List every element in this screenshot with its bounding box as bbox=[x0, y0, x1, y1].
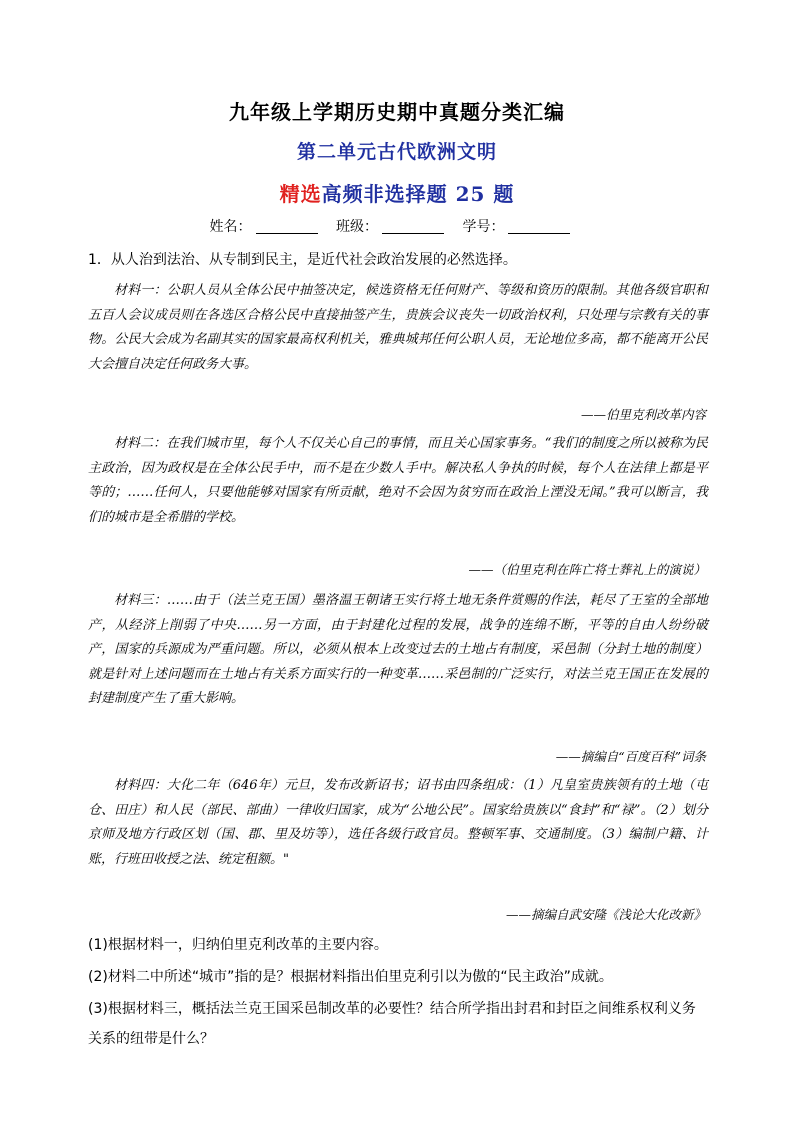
material-3: 材料三：……由于（法兰克王国）墨洛温王朝诸王实行将土地无条件赏赐的作法，耗尽了王室的全部地产，从经济上削弱了中央……另一方面，由于封建化过程的发展，战争的连绵不断，平等的自由人纷纷破产，国家的兵源成为严重问题。所以，必须从根本上改变过去的土地占有制度，采邑制（分封土地的制度）就是针对上述问题而在土地占有关系方面实行的一种变革……采邑制的广泛实行，对法兰克王国正在发展的封建制度产生了重大影响。 bbox=[88, 593, 708, 706]
name-label: 姓名： bbox=[209, 219, 252, 235]
id-blank[interactable] bbox=[508, 219, 570, 234]
subtitle-rest: 高频非选择题 25 题 bbox=[321, 182, 515, 206]
subtitle bbox=[0, 178, 794, 207]
sub-question-3: (3)根据材料三，概括法兰克王国采邑制改革的必要性？结合所学指出封君和封臣之间维系权利义务关系的纽带是什么？ bbox=[88, 1001, 696, 1047]
id-label: 学号： bbox=[462, 219, 505, 235]
material-4-source: ——摘编自武安隆《浅论大化改新》 bbox=[505, 907, 706, 922]
material-1: 材料一：公职人员从全体公民中抽签决定，候选资格无任何财产、等级和资历的限制。其他各级官职和五百人会议成员则在各选区合格公民中直接抽签产生，贵族会议丧失一切政治权利，只处理与宗教有关的事物。公民大会成为名副其实的国家最高权利机关，雅典城邦任何公职人员，无论地位多高，都不能离开公民大会擅自决定任何政务大事。 bbox=[88, 283, 708, 372]
material-2-source: ——（伯里克利在阵亡将士葬礼上的演说） bbox=[468, 562, 706, 577]
material-1-source: ——伯里克利改革内容 bbox=[580, 407, 706, 422]
document-title: 九年级上学期历史期中真题分类汇编 bbox=[229, 100, 565, 124]
class-label: 班级： bbox=[336, 219, 378, 235]
class-blank[interactable] bbox=[382, 219, 444, 234]
material-3-source: ——摘编自“百度百科”词条 bbox=[555, 749, 706, 764]
name-blank[interactable] bbox=[256, 219, 318, 234]
student-info-line bbox=[0, 216, 794, 236]
sub-question-2: (2)材料二中所述“城市”指的是？根据材料指出伯里克利引以为傲的“民主政治”成就。 bbox=[88, 969, 613, 985]
unit-heading: 第二单元古代欧洲文明 bbox=[296, 141, 497, 163]
subtitle-highlight: 精选 bbox=[279, 182, 322, 206]
material-4: 材料四：大化二年（646年）元旦，发布改新诏书；诏书由四条组成：（1）凡皇室贵族领有的土地（屯仓、田庄）和人民（部民、部曲）一律收归国家，成为“公地公民”。国家给贵族以“食封”和“禄”。（2）划分京师及地方行政区划（国、郡、里及坊等），选任各级行政官员。整顿军事、交通制度。（3）编制户籍、计账，行班田收授之法、统定租额。" bbox=[88, 778, 708, 867]
sub-question-1: (1)根据材料一，归纳伯里克利改革的主要内容。 bbox=[88, 937, 388, 953]
material-2: 材料二：在我们城市里，每个人不仅关心自己的事情，而且关心国家事务。“我们的制度之所以被称为民主政治，因为政权是在全体公民手中，而不是在少数人手中。解决私人争执的时候，每个人在法律上都是平等的；……任何人，只要他能够对国家有所贡献，绝对不会因为贫穷而在政治上湮没无闻。”我可以断言，我们的城市是全希腊的学校。 bbox=[88, 436, 708, 525]
question-stem: 1．从人治到法治、从专制到民主，是近代社会政治发展的必然选择。 bbox=[88, 252, 517, 268]
